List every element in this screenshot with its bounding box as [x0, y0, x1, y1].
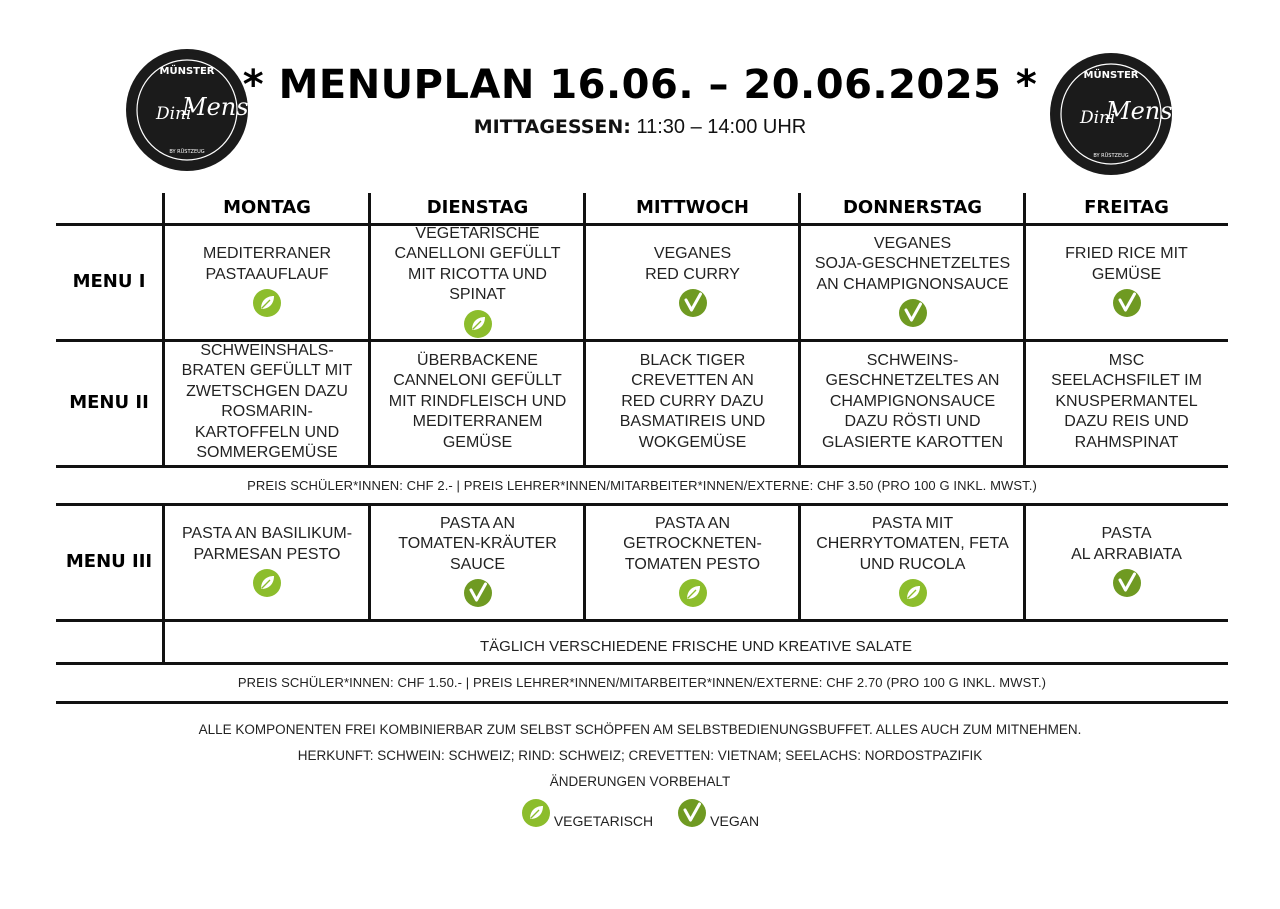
day-header-3: DONNERSTAG: [842, 196, 983, 218]
dish-text-line: RED CURRY DAZU: [621, 392, 764, 410]
svg-text:Dini: Dini: [156, 104, 192, 124]
legend-vegetarisch-label: VEGETARISCH: [553, 813, 654, 829]
leaf-icon: [463, 309, 493, 339]
menu-row-label: MENU II: [69, 391, 149, 413]
dish-text-line: BRATEN GEFÜLLT MIT: [181, 362, 353, 379]
menu-cell: [1025, 339, 1228, 465]
dish-text-line: PASTAAUFLAUF: [205, 265, 329, 283]
badge-legend: [0, 795, 1280, 828]
dish-text-line: TOMATEN-KRÄUTER: [398, 535, 557, 553]
dish-text-line: GETROCKNETEN-: [623, 535, 762, 553]
menu-cell: [585, 339, 800, 465]
dish-text-line: CHERRYTOMATEN, FETA: [816, 535, 1009, 553]
dish-text-line: VEGETARISCHE: [415, 224, 540, 242]
dish-text-line: MSC: [1108, 351, 1145, 369]
price-main-note: PREIS SCHÜLER*INNEN: CHF 2.- | PREIS LEHRER*INNEN/MITARBEITER*INNEN/EXTERNE: CHF 3.50 (PRO 100 G INKL. MWST.): [247, 478, 1037, 493]
lunch-hours-label: MITTAGESSEN:: [473, 116, 631, 138]
day-header-1: DIENSTAG: [426, 196, 529, 218]
dish-text-line: BLACK TIGER: [639, 351, 746, 369]
dish-text-line: CREVETTEN AN: [631, 372, 754, 390]
dish-text-line: SCHWEINS-: [866, 351, 959, 369]
price-pasta-note: PREIS SCHÜLER*INNEN: CHF 1.50.- | PREIS LEHRER*INNEN/MITARBEITER*INNEN/EXTERNE: CHF 2.70 (PRO 100 G INKL. MWST.): [237, 675, 1047, 690]
menu-cell: [164, 503, 370, 619]
dish-text-line: PASTA AN BASILIKUM-: [181, 525, 353, 542]
leaf-icon: [521, 798, 551, 828]
dish-text-line: VEGANES: [653, 245, 732, 262]
dish-text-line: PASTA AN: [440, 514, 515, 532]
dish-text-line: GESCHNETZELTES AN: [825, 372, 1000, 390]
menu-cell: [585, 503, 800, 619]
menu-cell: [370, 503, 585, 619]
legend-vegan: [677, 795, 759, 828]
checkmark-v-icon: [678, 288, 708, 318]
dish-text-line: SPINAT: [449, 286, 506, 303]
menu-cell: [1025, 503, 1228, 619]
dish-text-line: KARTOFFELN UND: [194, 423, 340, 441]
svg-text:MÜNSTER: MÜNSTER: [1083, 70, 1139, 81]
svg-text:MÜNSTER: MÜNSTER: [159, 66, 215, 77]
footer-components-note: ALLE KOMPONENTEN FREI KOMBINIERBAR ZUM SELBST SCHÖPFEN AM SELBSTBEDIENUNGSBUFFET. ALLES AUCH ZUM MITNEHMEN.: [198, 722, 1082, 737]
menu-cell: [800, 339, 1025, 465]
divider-line: [56, 619, 1228, 622]
legend-vegan-label: VEGAN: [710, 813, 760, 829]
dish-text-line: TOMATEN PESTO: [624, 555, 761, 573]
menu-row-label: MENU I: [72, 270, 146, 292]
dish-text-line: UND RUCOLA: [859, 555, 966, 573]
dish-text-line: PASTA MIT: [871, 514, 954, 532]
menu-cell: [585, 223, 800, 339]
dish-text-line: CANNELONI GEFÜLLT: [393, 372, 562, 390]
svg-text:Mensa: Mensa: [1106, 97, 1187, 125]
divider-line: [56, 701, 1228, 704]
dish-text-line: RED CURRY: [645, 265, 740, 283]
svg-text:Dini: Dini: [1080, 108, 1116, 128]
leaf-icon: [252, 288, 282, 318]
dish-text-line: SEELACHSFILET IM: [1051, 372, 1202, 390]
dish-text-line: GEMÜSE: [442, 433, 513, 451]
dish-text-line: MIT RICOTTA UND: [408, 265, 547, 283]
checkmark-v-icon: [463, 578, 493, 608]
svg-text:Mensa: Mensa: [182, 93, 263, 121]
footer-origin-note: HERKUNFT: SCHWEIN: SCHWEIZ; RIND: SCHWEIZ; CREVETTEN: VIETNAM; SEELACHS: NORDOSTPAZIFIK: [297, 748, 983, 763]
checkmark-v-icon: [1112, 288, 1142, 318]
dish-text-line: BASMATIREIS UND: [619, 413, 766, 431]
dish-text-line: ZWETSCHGEN DAZU: [186, 382, 348, 400]
day-header-0: MONTAG: [223, 196, 311, 218]
dish-text-line: RAHMSPINAT: [1074, 433, 1179, 451]
dish-text-line: FRIED RICE MIT: [1065, 245, 1188, 262]
dish-text-line: PASTA AN: [655, 514, 730, 532]
dish-text-line: SAUCE: [449, 555, 506, 573]
checkmark-v-icon: [1112, 568, 1142, 598]
dish-text-line: SCHWEINSHALS-: [200, 341, 334, 359]
dish-text-line: AL ARRABIATA: [1071, 545, 1182, 563]
checkmark-v-icon: [898, 298, 928, 328]
leaf-icon: [678, 578, 708, 608]
dish-text-line: SOMMERGEMÜSE: [196, 444, 338, 461]
menu-cell: [800, 503, 1025, 619]
legend-vegetarisch: [521, 795, 653, 828]
menu-row-label: MENU III: [65, 550, 153, 572]
leaf-icon: [252, 568, 282, 598]
menu-cell: [370, 339, 585, 465]
svg-text:BY RÜSTZEUG: BY RÜSTZEUG: [1093, 153, 1129, 159]
menu-cell: [164, 339, 370, 465]
dish-text-line: KNUSPERMANTEL: [1055, 392, 1198, 410]
dish-text-line: CANELLONI GEFÜLLT: [394, 245, 561, 262]
day-header-4: FREITAG: [1084, 196, 1169, 218]
dish-text-line: GLASIERTE KAROTTEN: [821, 433, 1004, 451]
dish-text-line: ÜBERBACKENE: [417, 351, 538, 369]
divider-line: [56, 662, 1228, 665]
dish-text-line: VEGANES: [873, 234, 952, 252]
dish-text-line: PARMESAN PESTO: [193, 545, 341, 563]
dish-text-line: MEDITERRANEM: [412, 413, 543, 431]
menu-cell: [800, 223, 1025, 339]
dish-text-line: SOJA-GESCHNETZELTES: [814, 255, 1011, 273]
menu-cell: [370, 223, 585, 339]
dish-text-line: GEMÜSE: [1091, 265, 1162, 283]
dish-text-line: WOKGEMÜSE: [638, 433, 747, 451]
dish-text-line: AN CHAMPIGNONSAUCE: [816, 275, 1009, 293]
dish-text-line: ROSMARIN-: [221, 403, 313, 420]
dish-text-line: DAZU RÖSTI UND: [844, 413, 981, 431]
dish-text-line: DAZU REIS UND: [1064, 413, 1189, 431]
page-title: * MENUPLAN 16.06. – 20.06.2025 *: [242, 62, 1038, 108]
salad-note: TÄGLICH VERSCHIEDENE FRISCHE UND KREATIVE SALATE: [479, 637, 913, 655]
leaf-icon: [898, 578, 928, 608]
menu-cell: [164, 223, 370, 339]
svg-text:BY RÜSTZEUG: BY RÜSTZEUG: [169, 149, 205, 155]
menu-cell: [1025, 223, 1228, 339]
dish-text-line: MEDITERRANER: [202, 245, 331, 262]
dish-text-line: PASTA: [1101, 525, 1152, 542]
footer-changes-note: ÄNDERUNGEN VORBEHALT: [549, 774, 731, 789]
dish-text-line: MIT RINDFLEISCH UND: [388, 392, 567, 410]
dish-text-line: CHAMPIGNONSAUCE: [829, 392, 996, 410]
day-header-2: MITTWOCH: [635, 196, 749, 218]
divider-line: [56, 465, 1228, 468]
lunch-hours: [0, 116, 1280, 139]
lunch-hours-time: 11:30 – 14:00 UHR: [636, 116, 807, 138]
checkmark-v-icon: [677, 798, 707, 828]
